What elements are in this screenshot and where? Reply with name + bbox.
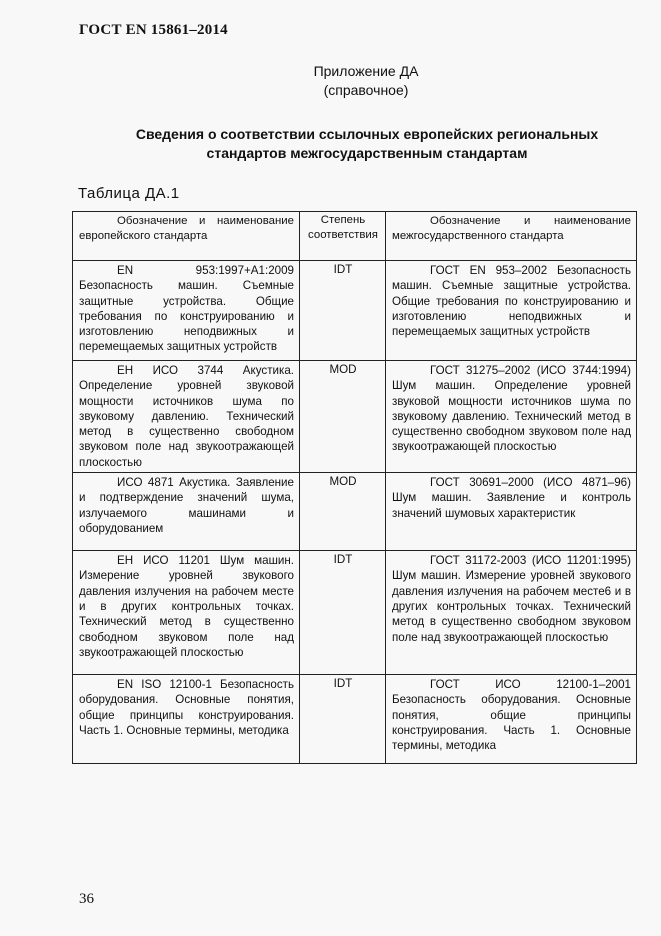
table-row [73, 473, 637, 551]
appendix-heading [0, 62, 661, 100]
cell-european: ЕН ИСО 3744 Акустика. Определение уровней звуковой мощности источников шума по звуковому давлению. Технический метод в существенно свободном звуковом поле над звукоотражающей плоскостью [73, 361, 300, 473]
document-code: ГОСТ EN 15861–2014 [79, 22, 228, 38]
cell-interstate: ГОСТ EN 953–2002 Безопасность машин. Съемные защитные устройства. Общие требования по конструированию и изготовлению неподвижных и перемещаемых защитных устройств [386, 261, 637, 361]
cell-interstate: ГОСТ 31275–2002 (ИСО 3744:1994) Шум машин. Определение уровней звуковой мощности источников шума по звуковому давлению. Технический метод в существенно свободном звуковом поле над звукоотражающей плоскостью [386, 361, 637, 473]
header-european: Обозначение и наименование европейского стандарта [73, 212, 300, 261]
cell-degree: MOD [300, 473, 386, 551]
section-title: Сведения о соответствии ссылочных европейских региональных стандартов межгосударственным стандартам [135, 126, 599, 161]
cell-european: ИСО 4871 Акустика. Заявление и подтверждение значений шума, излучаемого машинами и оборудованием [73, 473, 300, 551]
table-row [73, 551, 637, 675]
cell-degree: IDT [300, 675, 386, 764]
header-interstate: Обозначение и наименование межгосударственного стандарта [386, 212, 637, 261]
table-row [73, 261, 637, 361]
cell-degree: IDT [300, 551, 386, 675]
cell-degree: MOD [300, 361, 386, 473]
cell-degree: IDT [300, 261, 386, 361]
appendix-subtitle: (справочное) [323, 82, 409, 98]
table-row [73, 361, 637, 473]
page-number: 36 [79, 891, 94, 907]
header-degree: Степень соответствия [300, 212, 386, 261]
cell-interstate: ГОСТ 30691–2000 (ИСО 4871–96) Шум машин. Заявление и контроль значений шумовых характеристик [386, 473, 637, 551]
cell-european: EN ISO 12100-1 Безопасность оборудования. Основные понятия, общие принципы конструирования. Часть 1. Основные термины, методика [73, 675, 300, 764]
cell-interstate: ГОСТ ИСО 12100-1–2001 Безопасность оборудования. Основные понятия, общие принципы конструирования. Часть 1. Основные термины, методика [386, 675, 637, 764]
appendix-title: Приложение ДА [313, 63, 419, 79]
cell-interstate: ГОСТ 31172-2003 (ИСО 11201:1995) Шум машин. Измерение уровней звукового давления излучения на рабочем месте6 и в других контрольных точках. Технический метод в существенно свободном звуковом поле над звукоотражающей плоскостью [386, 551, 637, 675]
cell-european: EN 953:1997+A1:2009 Безопасность машин. Съемные защитные устройства. Общие требования по конструированию и изготовлению неподвижных и перемещаемых защитных устройств [73, 261, 300, 361]
table-caption: Таблица ДА.1 [78, 185, 180, 202]
table-row [73, 675, 637, 764]
cell-european: ЕН ИСО 11201 Шум машин. Измерение уровней звукового давления излучения на рабочем месте и в других контрольных точках. Технический метод в существенно свободном звуковом поле над звукоотражающей плоскостью [73, 551, 300, 675]
correspondence-table [72, 211, 637, 764]
table-header-row [73, 212, 637, 261]
